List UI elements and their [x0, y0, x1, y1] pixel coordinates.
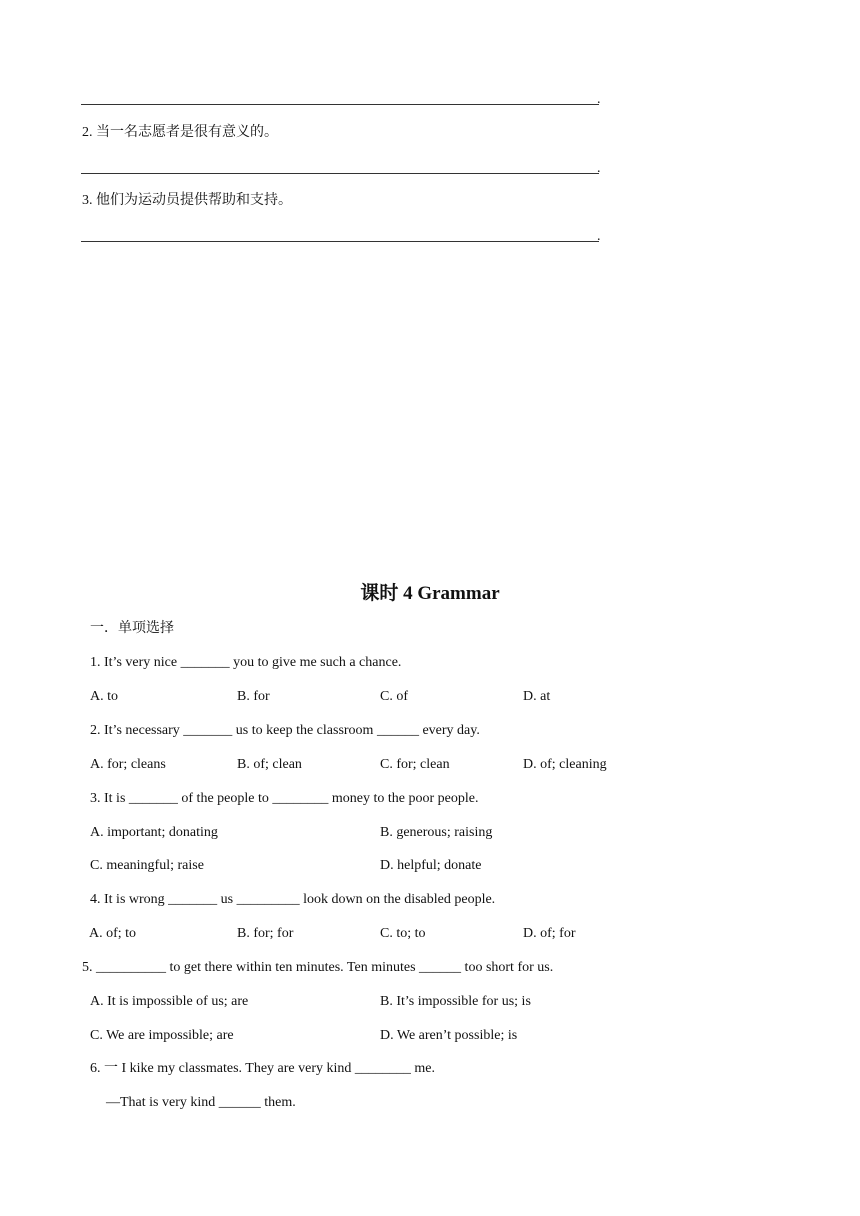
translation-prompt-2: 2. 当一名志愿者是很有意义的。 [82, 125, 278, 140]
question-2-option-a[interactable]: A. for; cleans [90, 757, 166, 772]
question-1-option-c[interactable]: C. of [380, 689, 408, 704]
question-3-option-a[interactable]: A. important; donating [90, 825, 218, 840]
answer-line-3[interactable] [81, 241, 599, 242]
question-4-option-c[interactable]: C. to; to [380, 926, 426, 941]
question-1-option-d[interactable]: D. at [523, 689, 551, 704]
question-4-stem: 4. It is wrong _______ us _________ look down on the disabled people. [90, 892, 496, 907]
question-5-option-b[interactable]: B. It’s impossible for us; is [380, 994, 531, 1009]
question-4-option-a[interactable]: A. of; to [89, 926, 137, 941]
answer-line-1-end: . [597, 92, 601, 107]
answer-line-1[interactable] [81, 104, 599, 105]
question-2-option-d[interactable]: D. of; cleaning [523, 757, 607, 772]
question-5-option-c[interactable]: C. We are impossible; are [90, 1028, 234, 1043]
question-1-option-a[interactable]: A. to [90, 689, 118, 704]
answer-line-2-end: . [597, 161, 601, 176]
question-3-option-c[interactable]: C. meaningful; raise [90, 858, 204, 873]
question-3-option-d[interactable]: D. helpful; donate [380, 858, 482, 873]
answer-line-3-end: . [597, 229, 601, 244]
question-2-option-b[interactable]: B. of; clean [237, 757, 302, 772]
question-3-option-b[interactable]: B. generous; raising [380, 825, 493, 840]
section-heading: 一．单项选择 [90, 621, 174, 636]
question-1-option-b[interactable]: B. for [237, 689, 270, 704]
question-4-option-d[interactable]: D. of; for [523, 926, 576, 941]
question-2-option-c[interactable]: C. for; clean [380, 757, 450, 772]
question-4-option-b[interactable]: B. for; for [237, 926, 294, 941]
question-5-stem: 5. __________ to get there within ten minutes. Ten minutes ______ too short for us. [82, 960, 554, 975]
question-6-stem: 6. 一 I kike my classmates. They are very kind ________ me. [90, 1061, 435, 1076]
lesson-title: 课时 4 Grammar [360, 583, 500, 604]
question-1-stem: 1. It’s very nice _______ you to give me such a chance. [90, 655, 402, 670]
question-3-stem: 3. It is _______ of the people to ________ money to the poor people. [90, 791, 479, 806]
question-5-option-d[interactable]: D. We aren’t possible; is [380, 1028, 518, 1043]
question-2-stem: 2. It’s necessary _______ us to keep the classroom ______ every day. [90, 723, 480, 738]
answer-line-2[interactable] [81, 173, 599, 174]
translation-prompt-3: 3. 他们为运动员提供帮助和支持。 [82, 193, 292, 208]
question-6-reply: —That is very kind ______ them. [106, 1095, 296, 1110]
question-5-option-a[interactable]: A. It is impossible of us; are [90, 994, 249, 1009]
